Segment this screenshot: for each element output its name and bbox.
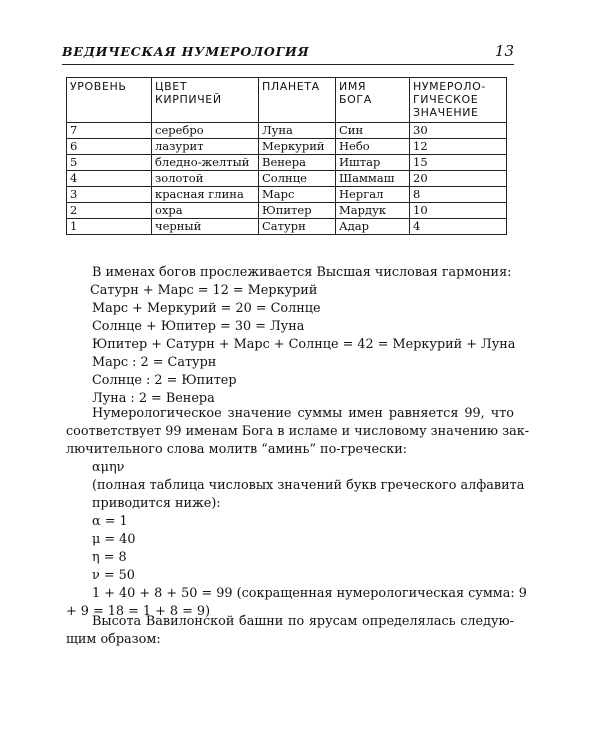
amen-paragraph	[66, 405, 530, 621]
table-row	[67, 203, 507, 219]
cell-planet: Юпитер	[259, 203, 336, 219]
equation-line: Марс : 2 = Сатурн	[92, 355, 217, 370]
text-line: В именах богов прослеживается Высшая числовая гармония:	[92, 265, 512, 280]
cell-value: 30	[410, 123, 507, 139]
header-numerological-line1: НУМЕРОЛО-	[413, 80, 487, 93]
greek-letter-value: ν = 50	[92, 568, 135, 583]
text-line: (полная таблица числовых значений букв греческого алфавита	[92, 478, 525, 493]
equation-line: Юпитер + Сатурн + Марс + Солнце = 42 = Меркурий + Луна	[92, 337, 516, 352]
header-numerological-line3: ЗНАЧЕНИЕ	[413, 106, 479, 119]
page-number: 13	[494, 42, 514, 60]
cell-planet: Сатурн	[259, 219, 336, 235]
cell-color: лазурит	[152, 139, 259, 155]
header-god-name	[336, 78, 410, 123]
header-god-name-line1: ИМЯ	[339, 80, 367, 93]
greek-letter-value: μ = 40	[92, 532, 136, 547]
text-line: 1 + 40 + 8 + 50 = 99 (сокращенная нумерологическая сумма: 9	[92, 586, 527, 601]
equation-line: Сатурн + Марс = 12 = Меркурий	[90, 283, 318, 298]
cell-level: 1	[67, 219, 152, 235]
table-header-row	[67, 78, 507, 123]
cell-god: Адар	[336, 219, 410, 235]
cell-planet: Меркурий	[259, 139, 336, 155]
table-row	[67, 219, 507, 235]
greek-letter-value: α = 1	[92, 514, 128, 529]
text-line: приводится ниже):	[92, 496, 221, 511]
harmony-paragraph	[92, 264, 514, 408]
cell-level: 5	[67, 155, 152, 171]
header-brick-color-line2: КИРПИЧЕЙ	[155, 93, 222, 106]
cell-level: 7	[67, 123, 152, 139]
cell-planet: Венера	[259, 155, 336, 171]
cell-value: 12	[410, 139, 507, 155]
equation-line: Марс + Меркурий = 20 = Солнце	[92, 301, 321, 316]
text-line: щим образом:	[66, 632, 161, 647]
cell-value: 15	[410, 155, 507, 171]
cell-color: красная глина	[152, 187, 259, 203]
cell-level: 3	[67, 187, 152, 203]
ziggurat-levels-table	[66, 77, 507, 235]
cell-value: 4	[410, 219, 507, 235]
header-level: УРОВЕНЬ	[67, 78, 152, 123]
equation-line: Луна : 2 = Венера	[92, 391, 215, 406]
cell-level: 4	[67, 171, 152, 187]
running-title: ВЕДИЧЕСКАЯ НУМЕРОЛОГИЯ	[62, 44, 310, 59]
text-line: лючительного слова молитв “аминь” по-гречески:	[66, 442, 408, 457]
cell-god: Нергал	[336, 187, 410, 203]
cell-god: Мардук	[336, 203, 410, 219]
text-line: соответствует 99 именам Бога в исламе и числовому значению зак-	[66, 424, 530, 439]
cell-color: черный	[152, 219, 259, 235]
running-header	[62, 44, 514, 65]
cell-planet: Луна	[259, 123, 336, 139]
cell-god: Шаммаш	[336, 171, 410, 187]
cell-color: золотой	[152, 171, 259, 187]
equation-line: Солнце + Юпитер = 30 = Луна	[92, 319, 305, 334]
cell-color: бледно-желтый	[152, 155, 259, 171]
cell-planet: Марс	[259, 187, 336, 203]
greek-word: αμην	[92, 460, 125, 475]
equation-line: Солнце : 2 = Юпитер	[92, 373, 237, 388]
text-line: + 9 = 18 = 1 + 8 = 9)	[66, 604, 211, 619]
table-row	[67, 187, 507, 203]
table-row	[67, 139, 507, 155]
cell-planet: Солнце	[259, 171, 336, 187]
header-brick-color	[152, 78, 259, 123]
table-row	[67, 171, 507, 187]
header-god-name-line2: БОГА	[339, 93, 372, 106]
text-line: Нумерологическое значение суммы имен равняется 99, что	[92, 406, 514, 421]
table-row	[67, 155, 507, 171]
greek-letter-value: η = 8	[92, 550, 127, 565]
header-brick-color-line1: ЦВЕТ	[155, 80, 188, 93]
cell-value: 20	[410, 171, 507, 187]
header-numerological-value	[410, 78, 507, 123]
header-numerological-line2: ГИЧЕСКОЕ	[413, 93, 479, 106]
cell-god: Небо	[336, 139, 410, 155]
cell-god: Иштар	[336, 155, 410, 171]
cell-god: Син	[336, 123, 410, 139]
cell-color: охра	[152, 203, 259, 219]
header-planet: ПЛАНЕТА	[259, 78, 336, 123]
babylon-paragraph	[66, 613, 514, 649]
text-line: Высота Вавилонской башни по ярусам определялась следую-	[92, 614, 514, 629]
cell-level: 2	[67, 203, 152, 219]
table-row	[67, 123, 507, 139]
cell-level: 6	[67, 139, 152, 155]
cell-value: 10	[410, 203, 507, 219]
cell-value: 8	[410, 187, 507, 203]
cell-color: серебро	[152, 123, 259, 139]
